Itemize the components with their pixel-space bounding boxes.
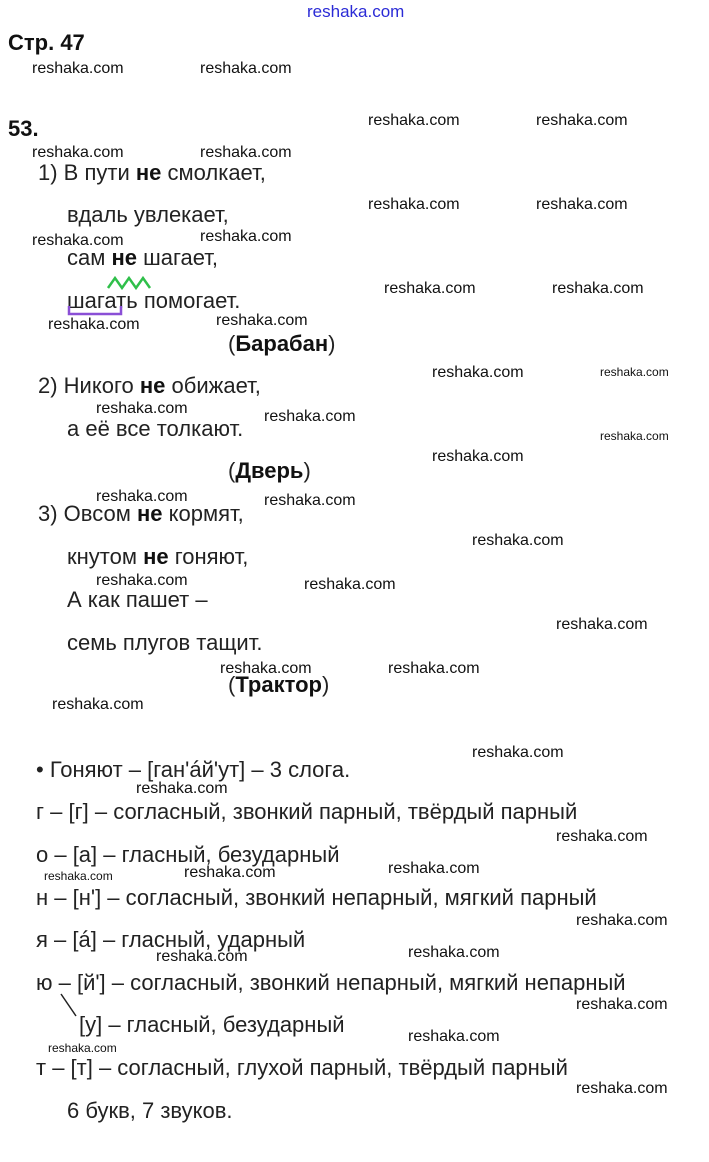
watermark: reshaka.com — [576, 1080, 668, 1097]
watermark: reshaka.com — [96, 488, 188, 505]
watermark: reshaka.com — [384, 280, 476, 297]
riddle-3-line-1: 3) Овсом не кормят, — [38, 501, 244, 526]
watermark: reshaka.com — [432, 364, 524, 381]
watermark: reshaka.com — [156, 948, 248, 965]
watermark: reshaka.com — [200, 228, 292, 245]
watermark: reshaka.com — [536, 112, 628, 129]
watermark: reshaka.com — [96, 572, 188, 589]
analysis-summary: 6 букв, 7 звуков. — [67, 1098, 233, 1123]
analysis-row-o: о – [а] – гласный, безударный — [36, 842, 340, 867]
watermark: reshaka.com — [184, 864, 276, 881]
riddle-3-line-4: семь плугов тащит. — [67, 630, 263, 655]
riddle-3-line-3: А как пашет – — [67, 587, 208, 612]
analysis-row-n: н – [н'] – согласный, звонкий непарный, мягкий парный — [36, 885, 597, 910]
riddle-2-answer: (Дверь) — [228, 458, 311, 483]
watermark: reshaka.com — [220, 660, 312, 677]
watermark: reshaka.com — [32, 232, 124, 249]
analysis-header: • Гоняют – [ган'áй'ут] – 3 слога. — [36, 757, 351, 782]
page-header: Стр. 47 — [8, 30, 85, 55]
watermark: reshaka.com — [536, 196, 628, 213]
watermark: reshaka.com — [264, 408, 356, 425]
watermark: reshaka.com — [200, 144, 292, 161]
watermark: reshaka.com — [368, 196, 460, 213]
riddle-3-line-2: кнутом не гоняют, — [67, 544, 249, 569]
site-title[interactable]: reshaka.com — [307, 2, 405, 21]
watermark: reshaka.com — [136, 780, 228, 797]
riddle-1-line-1: 1) В пути не смолкает, — [38, 160, 266, 185]
watermark: reshaka.com — [556, 828, 648, 845]
analysis-row-u: [у] – гласный, безударный — [79, 1012, 345, 1037]
watermark: reshaka.com — [408, 944, 500, 961]
watermark: reshaka.com — [408, 1028, 500, 1045]
watermark: reshaka.com — [32, 144, 124, 161]
watermark: reshaka.com — [216, 312, 308, 329]
watermark: reshaka.com — [264, 492, 356, 509]
watermark: reshaka.com — [48, 1041, 117, 1055]
watermark: reshaka.com — [472, 744, 564, 761]
riddle-2-line-2: а её все толкают. — [67, 416, 244, 441]
watermark: reshaka.com — [432, 448, 524, 465]
analysis-row-t: т – [т] – согласный, глухой парный, твёрдый парный — [36, 1055, 568, 1080]
watermark: reshaka.com — [368, 112, 460, 129]
riddle-1-answer: (Барабан) — [228, 331, 336, 356]
riddle-2-line-1: 2) Никого не обижает, — [38, 373, 261, 398]
watermark: reshaka.com — [388, 660, 480, 677]
watermark: reshaka.com — [388, 860, 480, 877]
analysis-row-ya: я – [á] – гласный, ударный — [36, 927, 306, 952]
watermark: reshaka.com — [552, 280, 644, 297]
watermark: reshaka.com — [576, 996, 668, 1013]
watermark: reshaka.com — [200, 60, 292, 77]
watermark: reshaka.com — [52, 696, 144, 713]
watermark: reshaka.com — [32, 60, 124, 77]
riddle-3-answer: (Трактор) — [228, 672, 330, 697]
task-number: 53. — [8, 116, 39, 141]
analysis-row-g: г – [г] – согласный, звонкий парный, твёрдый парный — [36, 799, 578, 824]
watermark: reshaka.com — [44, 869, 113, 883]
watermark: reshaka.com — [600, 365, 669, 379]
riddle-1-line-3: сам не шагает, — [67, 245, 219, 270]
watermark: reshaka.com — [600, 429, 669, 443]
watermark: reshaka.com — [472, 532, 564, 549]
watermark: reshaka.com — [576, 912, 668, 929]
watermark: reshaka.com — [48, 316, 140, 333]
watermark: reshaka.com — [304, 576, 396, 593]
riddle-1-line-4: шагать помогает. — [67, 288, 241, 313]
watermark: reshaka.com — [96, 400, 188, 417]
riddle-1-line-2: вдаль увлекает, — [67, 202, 229, 227]
watermark: reshaka.com — [556, 616, 648, 633]
analysis-row-yu: ю – [й'] – согласный, звонкий непарный, мягкий непарный — [36, 970, 626, 995]
